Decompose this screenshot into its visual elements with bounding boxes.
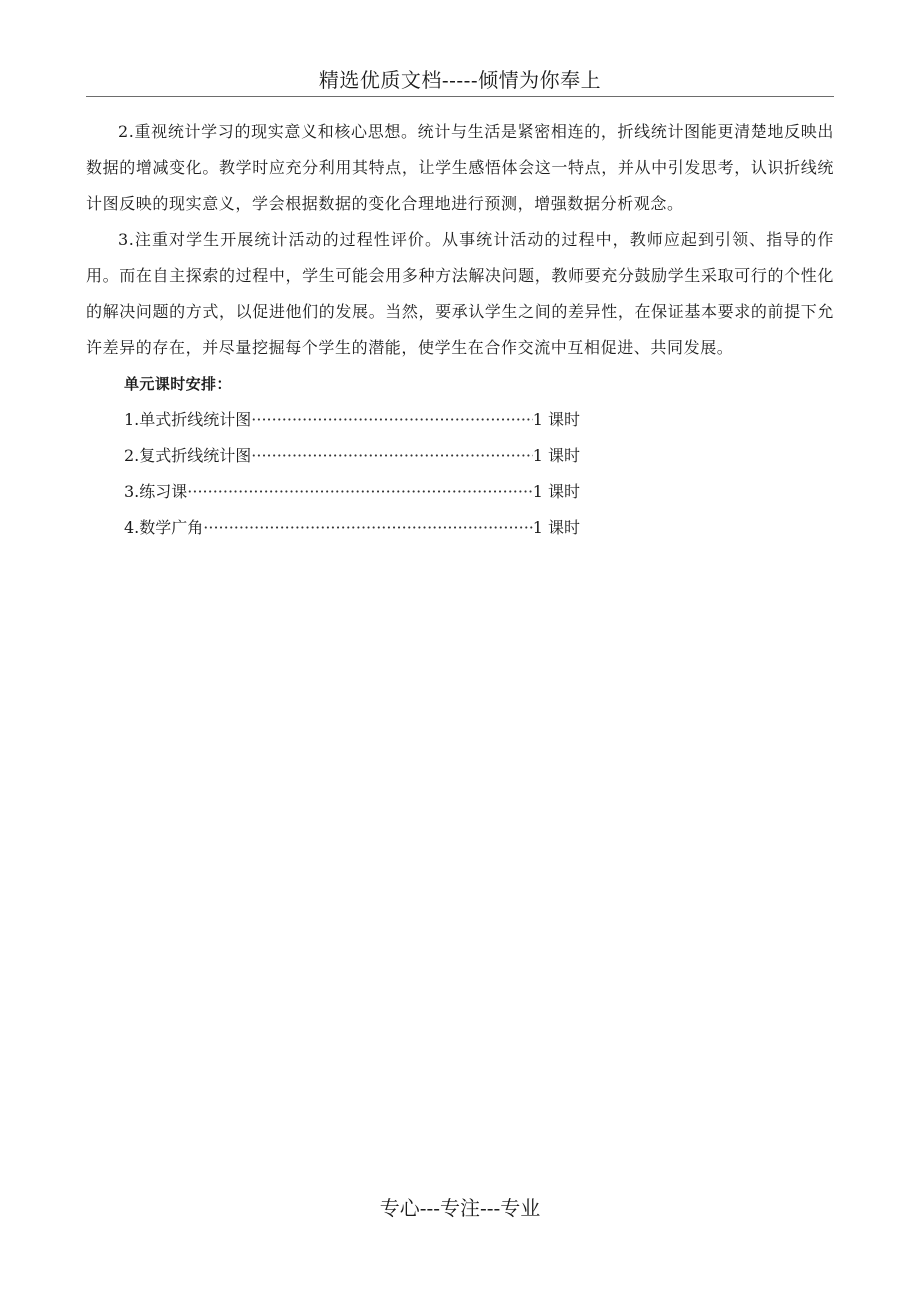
page-footer: 专心---专注---专业	[379, 1196, 541, 1220]
dot-leader	[203, 510, 532, 546]
schedule-item	[86, 510, 580, 546]
schedule-item-hours: 1 课时	[532, 410, 580, 429]
schedule-item-number: 3.	[124, 482, 140, 501]
schedule-heading: 单元课时安排：	[124, 375, 232, 393]
schedule-item	[86, 438, 580, 474]
schedule-list	[86, 402, 834, 546]
schedule-item-number: 4.	[124, 518, 140, 537]
schedule-item-name: 复式折线统计图	[139, 446, 252, 465]
page-header: 精选优质文档-----倾情为你奉上	[318, 68, 602, 92]
schedule-item-number: 1.	[124, 410, 140, 429]
schedule-item-name: 数学广角	[139, 518, 204, 537]
schedule-item	[86, 402, 580, 438]
header-divider	[86, 96, 834, 97]
schedule-item-number: 2.	[124, 446, 140, 465]
dot-leader	[187, 474, 532, 510]
schedule-item	[86, 474, 580, 510]
schedule-item-hours: 1 课时	[532, 446, 580, 465]
paragraph-3: 3.注重对学生开展统计活动的过程性评价。从事统计活动的过程中，教师应起到引领、指导的作用。而在自主探索的过程中，学生可能会用多种方法解决问题，教师要充分鼓励学生采取可行的个性化的解决问题的方式，以促进他们的发展。当然，要承认学生之间的差异性，在保证基本要求的前提下允许差异的存在，并尽量挖掘每个学生的潜能，使学生在合作交流中互相促进、共同发展。	[86, 230, 834, 357]
schedule-item-name: 单式折线统计图	[139, 410, 252, 429]
dot-leader	[251, 402, 532, 438]
document-body	[86, 114, 834, 546]
schedule-item-name: 练习课	[139, 482, 188, 501]
schedule-item-hours: 1 课时	[532, 518, 580, 537]
schedule-item-hours: 1 课时	[532, 482, 580, 501]
paragraph-2: 2.重视统计学习的现实意义和核心思想。统计与生活是紧密相连的，折线统计图能更清楚地反映出数据的增减变化。教学时应充分利用其特点，让学生感悟体会这一特点，并从中引发思考，认识折线统计图反映的现实意义，学会根据数据的变化合理地进行预测，增强数据分析观念。	[86, 122, 834, 213]
dot-leader	[251, 438, 532, 474]
